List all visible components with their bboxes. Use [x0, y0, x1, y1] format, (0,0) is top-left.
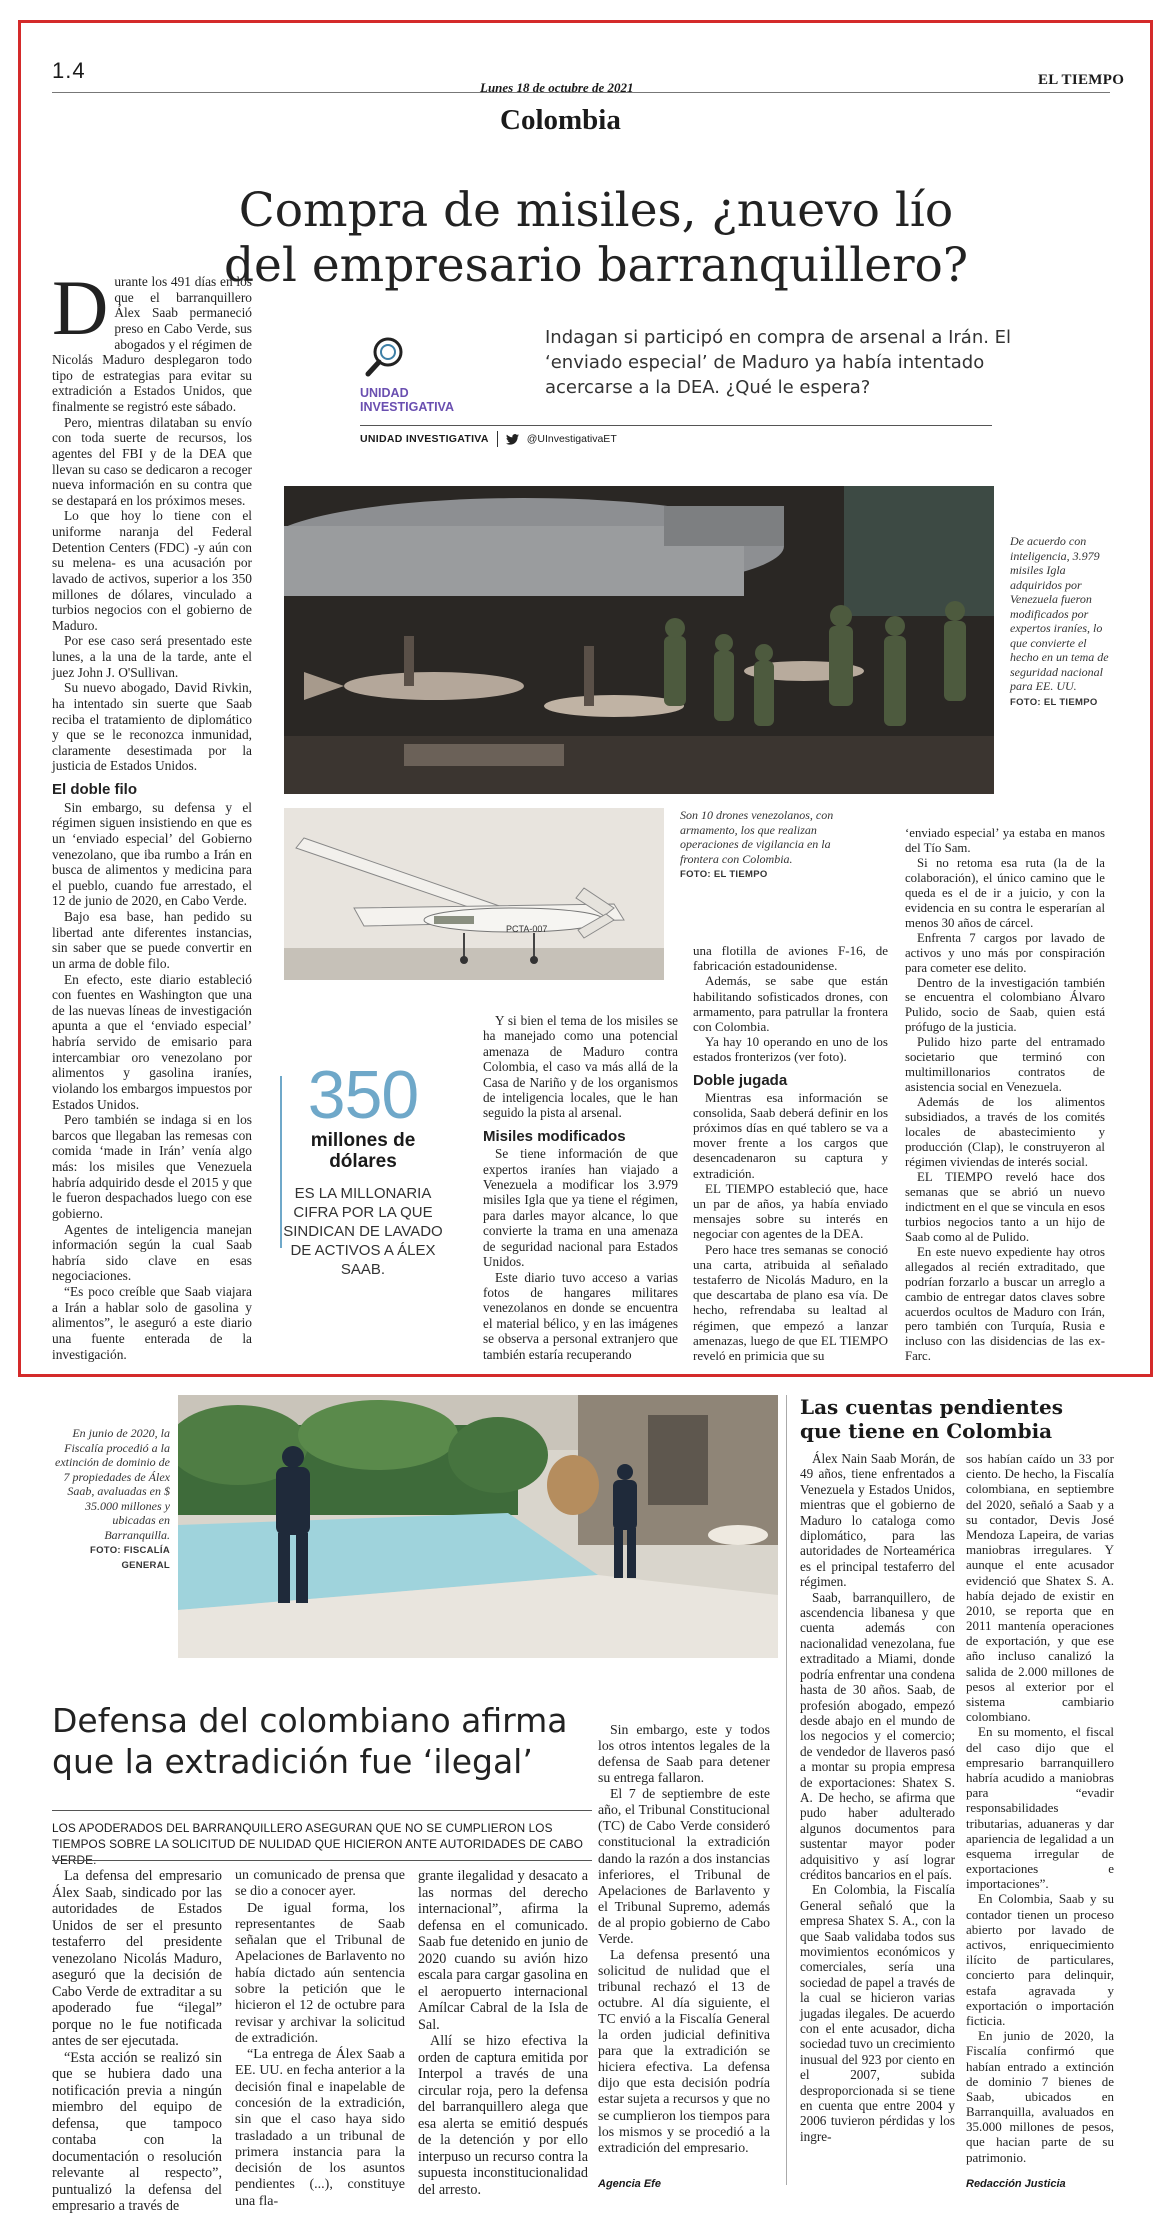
column-divider: [786, 1395, 787, 2185]
subhead-doble-jugada: Doble jugada: [693, 1071, 788, 1089]
paragraph: Además de los alimentos subsidiados, a través de los comités locales de abastecimiento y producción (Clap), le construyeron al régimen viviendas de interés social.: [905, 1095, 1105, 1169]
paragraph: La defensa del empresario Álex Saab, sindicado por las autoridades de Estados Unidos de ser el presunto testaferro del presidente venezolano Nicolás Maduro, aseguró que la decisión de Cabo Verde de extraditar a su apoderado fue “ilegal” porque no le fue notificada antes de ser ejecutada.: [52, 1868, 222, 2049]
page-number: 1.4: [52, 58, 86, 83]
paragraph: urante los 491 días en los que el barranquillero Álex Saab permaneció preso en Cabo Verde, sus abogados y el régimen de Nicolás Maduro desplegaron todo tipo de estrategias para evitar su extradición a Estados Unidos, que finalmente se registró este sábado.: [52, 274, 252, 414]
second-standfirst: LOS APODERADOS DEL BARRANQUILLERO ASEGURAN QUE NO SE CUMPLIERON LOS TIEMPOS SOBRE LA SOLICITUD DE NULIDAD QUE HICIERON ANTE AUTORIDADES DE CABO VERDE.: [52, 1821, 584, 1867]
third-headline: [800, 1395, 1130, 1443]
paragraph: Por ese caso será presentado este lunes, a la una de la tarde, ante el juez John J. O'Sullivan.: [52, 633, 252, 680]
paragraph: Pero hace tres semanas se conoció una carta, atribuida al señalado testaferro de Nicolás Maduro, en la que descartaba de plano esa vía. De hecho, refrendaba su lealtad al régimen, que empezó a lanzar amenazas, luego de que EL TIEMPO reveló en primicia que su: [693, 1241, 888, 1363]
paragraph: Dentro de la investigación también se encuentra el colombiano Álvaro Pulido, socio de Saab, quien está prófugo de la justicia.: [905, 975, 1105, 1035]
byline-twitter: @UInvestigativaET: [526, 433, 617, 445]
paragraph: Sin embargo, este y todos los otros intentos legales de la defensa de Saab para detener su entrega fallaron.: [598, 1722, 770, 1786]
paragraph: Agentes de inteligencia manejan información según la cual Saab habría sido clave en esas negociaciones.: [52, 1221, 252, 1284]
paragraph: Y si bien el tema de los misiles se ha manejado como una potencial amenaza de Maduro contra Colombia, el caso va más allá de la Casa de Nariño y de los organismos de inteligencia locales, que le han seguido la pista al arsenal.: [483, 1013, 678, 1121]
third-column-2: [966, 1451, 1114, 2165]
callout-side-rule: [280, 1076, 282, 1248]
paragraph: En Colombia, Saab y su contador tienen un proceso abierto por lavado de activos, enriquecimiento ilícito de particulares, concierto para delinquir, estafa agravada y exportación o importación ficticia.: [966, 1891, 1114, 2028]
paragraph: una flotilla de aviones F-16, de fabricación estadounidense.: [693, 943, 888, 974]
paragraph: “La entrega de Álex Saab a EE. UU. en fecha anterior a la decisión final e inapelable de concesión de la extradición, sin que el caso haya sido trasladado a un tribunal de primera instancia para la decisión de los asuntos pendientes (...), constituye una fla-: [235, 2047, 405, 2209]
pool-credit-1: FOTO: FISCALÍA: [89, 1545, 170, 1556]
second-headline-rule: [52, 1810, 592, 1811]
second-headline-line-2: que la extradición fue ‘ilegal’: [52, 1742, 533, 1781]
paragraph: Pero también se indaga si en los barcos que llegaban las remesas con comida ‘made in Irán’ venía algo más: los misiles que Venezuela habría adquirido desde el 2015 y que le fueron despachados luego con ese gobierno.: [52, 1112, 252, 1221]
big-number-unit-1: millones de: [310, 1130, 416, 1151]
subhead-doble-filo: El doble filo: [52, 781, 137, 798]
paragraph: Si no retoma esa ruta (la de la colaboración), el único camino que le queda es el de ir a juicio, y con la evidencia en su contra le esperarían al menos 30 años de cárcel.: [905, 855, 1105, 930]
second-column-4: [598, 1722, 770, 2156]
photo2-credit: FOTO: EL TIEMPO: [680, 869, 768, 880]
paragraph: “Es poco creíble que Saab viajara a Irán a hablar solo de gasolina y alimentos”, le aseguró a este diario una fuente enterada de la investigación.: [52, 1284, 252, 1362]
photo-pool-property: [178, 1395, 778, 1658]
paragraph: En efecto, este diario estableció con fuentes en Washington que una de las nuevas líneas de investigación apunta a que el ‘enviado especial’ habría servido de emisario para intercambiar oro venezolano por alimentos y gasolina iraníes, violando los embargos impuestos por Estados Unidos.: [52, 971, 252, 1112]
paragraph: Lo que hoy lo tiene con el uniforme naranja del Federal Detention Centers (FDC) -y aún con su melena- es una acusación por lavado de activos, superior a los 350 millones de dólares, vinculado a turbios negocios con el gobierno de Maduro.: [52, 508, 252, 633]
paragraph: En Colombia, la Fiscalía General señaló que la empresa Shatex S. A., con la que Saab validaba todos sus movimientos económicos y comerciales, sería una sociedad de papel a través de la cual se hicieron varias jugadas ilegales. De acuerdo con el ente acusador, dicha sociedad tuvo un crecimiento inusual del 923 por ciento en el 2007, subida desproporcionada si se tiene en cuenta que entre 2004 y 2006 tuvieron pérdidas y los ingre-: [800, 1882, 955, 2144]
second-standfirst-rule: [52, 1860, 592, 1861]
paragraph: Sin embargo, su defensa y el régimen siguen insistiendo en que es un ‘enviado especial’ del Gobierno venezolano, que iba rumbo a Irán en busca de alimentos y medicina para el pueblo, cuando fue arrestado, el 12 de junio de 2020, en Cabo Verde.: [52, 799, 252, 909]
third-headline-line-2: que tiene en Colombia: [800, 1419, 1053, 1443]
paragraph: Allí se hizo efectiva la orden de captura emitida por Interpol a través de una circular roja, pero la defensa del barranquillero alega que esa alerta se emitió después de la detención y por ello interpuso un recurso contra la supuesta inconstitucionalidad del arresto.: [418, 2033, 588, 2198]
twitter-bird-icon: [506, 434, 519, 445]
paragraph: Ya hay 10 operando en uno de los estados fronterizos (ver foto).: [693, 1034, 888, 1065]
paragraph: Este diario tuvo acceso a varias fotos de hangares militares venezolanos en donde se encuentra el material bélico, y en las imágenes se observa a personal extranjero que también estaría recuperando: [483, 1269, 678, 1362]
paragraph: grante ilegalidad y desacato a las normas del derecho internacional”, afirma la defensa en el comunicado. Saab fue detenido en junio de 2020 cuando su avión hizo escala para cargar gasolina en el aeropuerto internacional Amílcar Cabral de la Isla de Sal.: [418, 1868, 588, 2033]
main-column-5: [905, 826, 1105, 1364]
second-column-2: [235, 1868, 405, 2210]
paragraph: Enfrenta 7 cargos por lavado de activos y uno más por conspiración para cometer ese delito.: [905, 930, 1105, 975]
pool-caption-text: En junio de 2020, la Fiscalía procedió a la extinción de dominio de 7 propiedades de Álex Saab, avaluadas en $ 35.000 millones y ubicadas en Barranquilla.: [55, 1426, 170, 1542]
paragraph: Álex Nain Saab Morán, de 49 años, tiene enfrentados a Venezuela y Estados Unidos, mientras que el gobierno de Maduro lo cataloga como diplomático, para las autoridades de Norteamérica es el principal testaferro del régimen.: [800, 1451, 955, 1590]
photo1-caption-text: De acuerdo con inteligencia, 3.979 misiles Igla adquiridos por Venezuela fueron modificados por expertos iraníes, lo que convierte el hecho en un tema de seguridad nacional para EE. UU.: [1010, 534, 1109, 693]
second-column-1: [52, 1868, 222, 2215]
byline: [360, 431, 617, 447]
paragraph: Se tiene información de que expertos iraníes han viajado a Venezuela a modificar los 3.979 misiles Igla que ya tiene el régimen, para darles mayor alcance, lo que convierte la trama en una amenaza de seguridad nacional para Estados Unidos.: [483, 1146, 678, 1270]
paragraph: En junio de 2020, la Fiscalía confirmó que habían entrado a extinción de dominio 7 bienes de Saab, ubicados en Barranquilla, avaluados en 35.000 millones de pesos, que hacian parte de su patrimonio.: [966, 2028, 1114, 2165]
section-title: Colombia: [500, 104, 621, 136]
paragraph: En este nuevo expediente hay otros allegados al recién extraditado, que podrían forzarlo a buscar un arreglo a cambio de entregar datos claves sobre acuerdos ocultos de Maduro con Irán, pero también con Turquía, Rusia e incluso con las disidencias de las ex-Farc.: [905, 1244, 1105, 1364]
paragraph: “Esta acción se realizó sin que se hubiera dado una notificación previa a ningún miembro del equipo de defensa, que tampoco contaba con la documentación o resolución relevante al respecto”, puntualizó la defensa del empresario a través de: [52, 2049, 222, 2214]
big-number: 350: [307, 1057, 419, 1133]
unit-logo: [360, 334, 490, 414]
headline-line-2: del empresario barranquillero?: [223, 238, 969, 293]
unit-logo-line-2: INVESTIGATIVA: [360, 400, 454, 414]
header-rule: [52, 92, 1110, 93]
paragraph: Además, se sabe que están habilitando sofisticados drones, con armamento, para patrullar la frontera con Colombia.: [693, 973, 888, 1034]
big-number-callout: [278, 1057, 448, 1279]
agency-signature: Agencia Efe: [598, 2178, 661, 2190]
paragraph: EL TIEMPO reveló hace dos semanas que se abrió un nuevo indictment en el que se vincula en esos turbios negocios tanto a un hijo de Saab como al de Pulido.: [905, 1169, 1105, 1244]
pool-credit-2: GENERAL: [121, 1559, 170, 1571]
photo1-credit: FOTO: EL TIEMPO: [1010, 696, 1098, 708]
paper-name: EL TIEMPO: [1038, 72, 1125, 88]
standfirst-rule: [360, 425, 992, 426]
pool-photo-caption: [52, 1426, 170, 1573]
date-line: Lunes 18 de octubre de 2021: [480, 80, 634, 95]
paragraph: Pulido hizo parte del entramado societario que terminó con multimillonarios contratos de asistencia social en Venezuela.: [905, 1035, 1105, 1095]
big-number-unit-2: dólares: [329, 1151, 397, 1172]
photo-drone: [284, 808, 664, 980]
paragraph: un comunicado de prensa que se dio a conocer ayer.: [235, 1868, 405, 1900]
dropcap: D: [52, 264, 109, 351]
second-column-3: [418, 1868, 588, 2198]
subhead-misiles: Misiles modificados: [483, 1127, 626, 1145]
paragraph: sos habían caído un 33 por ciento. De hecho, la Fiscalía colombiana, en septiembre del 2020, señaló a Saab y a su contador, Devis José Mendoza Lapeira, de varias maniobras irregulares. Y aunque el ente acusador evidenció que Shatex S. A. había dejado de existir en 2010, se reporta que en 2011 mantenía operaciones de exportación, y que ese año incluso canalizó la salida de 2.000 millones de pesos al exterior por el sistema cambiario colombiano.: [966, 1451, 1114, 1725]
main-column-1: [52, 264, 252, 1362]
photo2-caption-text: Son 10 drones venezolanos, con armamento, los que realizan operaciones de vigilancia en la frontera con Colombia.: [680, 808, 834, 866]
third-column-1: [800, 1451, 955, 2144]
headline-line-1: Compra de misiles, ¿nuevo lío: [238, 183, 954, 238]
main-column-4: [693, 943, 888, 1363]
main-column-3: [483, 1013, 678, 1362]
third-signature: Redacción Justicia: [966, 2178, 1066, 2190]
drone-tail-number: PCTA-007: [506, 924, 548, 934]
paragraph: EL TIEMPO estableció que, hace un par de años, ya había enviado mensajes sobre su interés en negociar con agentes de la DEA.: [693, 1180, 888, 1242]
standfirst: Indagan si participó en compra de arsenal a Irán. El ‘enviado especial’ de Maduro ya había intentado acercarse a la DEA. ¿Qué le espera?: [545, 327, 1012, 398]
unit-logo-line-1: UNIDAD: [360, 386, 409, 400]
second-headline: [52, 1700, 612, 1782]
second-headline-line-1: Defensa del colombiano afirma: [52, 1701, 568, 1740]
paragraph: Pero, mientras dilataban su envío con toda suerte de recursos, los agentes del FBI y de la DEA que llevan su caso se dedicaron a recoger nueva información en su contra que se destapará en los próximos meses.: [52, 414, 252, 508]
paragraph: Saab, barranquillero, de ascendencia libanesa y que cuenta además con nacionalidad venezolana, fue extraditado a Miami, donde podría enfrentar una condena hasta de 30 años. Saab, de profesión abogado, empezó desde abajo en el mundo de los negocios y el comercio; de vendedor de llaveros pasó a montar su propia empresa de exportaciones: Shatex S. A. De hecho, se afirma que pudo haber adulterado algunos documentos para sustentar mayor poder adquisitivo y así lograr créditos bancarios en el país.: [800, 1589, 955, 1882]
photo2-caption: [680, 808, 870, 883]
photo1-caption: [1010, 534, 1110, 710]
pool-scene: [178, 1395, 778, 1658]
hangar-scene: [284, 486, 994, 794]
paragraph: De igual forma, los representantes de Saab señalan que el Tribunal de Apelaciones de Barlavento no había dictado aún sentencia sobre la petición que le hicieron el 12 de octubre para revisar y archivar la solicitud de extradición.: [235, 1900, 405, 2046]
drone-scene: [284, 808, 664, 980]
photo-hangar-missiles: [284, 486, 994, 794]
byline-name: UNIDAD INVESTIGATIVA: [360, 433, 489, 445]
paragraph: En su momento, el fiscal del caso dijo que el empresario barranquillero habría acudido a maniobras para “evadir responsabilidades tributarias, aduaneras y dar apariencia de legalidad a un esquema irregular de exportaciones e importaciones”.: [966, 1724, 1114, 1892]
paragraph: Su nuevo abogado, David Rivkin, ha intentado sin suerte que Saab reciba el tratamiento de diplomático y que se le reconozca inmunidad, claramente desestimada por la justicia de Estados Unidos.: [52, 680, 252, 774]
paragraph: ‘enviado especial’ ya estaba en manos del Tío Sam.: [905, 826, 1105, 855]
byline-divider: [497, 431, 498, 447]
third-headline-line-1: Las cuentas pendientes: [800, 1395, 1063, 1419]
paragraph: El 7 de septiembre de este año, el Tribunal Constitucional (TC) de Cabo Verde consideró constitucional la extradición dando la razón a dos instancias inferiores, el Tribunal de Apelaciones de Barlavento y el Tribunal Supremo, además de al propio gobierno de Cabo Verde.: [598, 1786, 770, 1946]
big-number-description: ES LA MILLONARIA CIFRA POR LA QUE SINDICAN DE LAVADO DE ACTIVOS A ÁLEX SAAB.: [283, 1185, 443, 1278]
magnifier-logo-icon: [362, 334, 408, 380]
paragraph: Bajo esa base, han pedido su libertad ante diferentes instancias, sin saber que se puede convertir en un arma de doble filo.: [52, 909, 252, 971]
paragraph: Mientras esa información se consolida, Saab deberá definir en los próximos días en qué tablero se va a mover frente a los cargos que desencadenaron su captura y extradición.: [693, 1089, 888, 1181]
paragraph: La defensa presentó una solicitud de nulidad que el tribunal rechazó el 13 de octubre. Al día siguiente, el TC envió a la Fiscalía General la orden judicial definitiva para que la extradición se hiciera efectiva. La defensa dijo que esta decisión podría estar sujeta a recursos y que no se cumplieron los tiempos para los mismos y se procedió a la extradición del empresario.: [598, 1946, 770, 2155]
